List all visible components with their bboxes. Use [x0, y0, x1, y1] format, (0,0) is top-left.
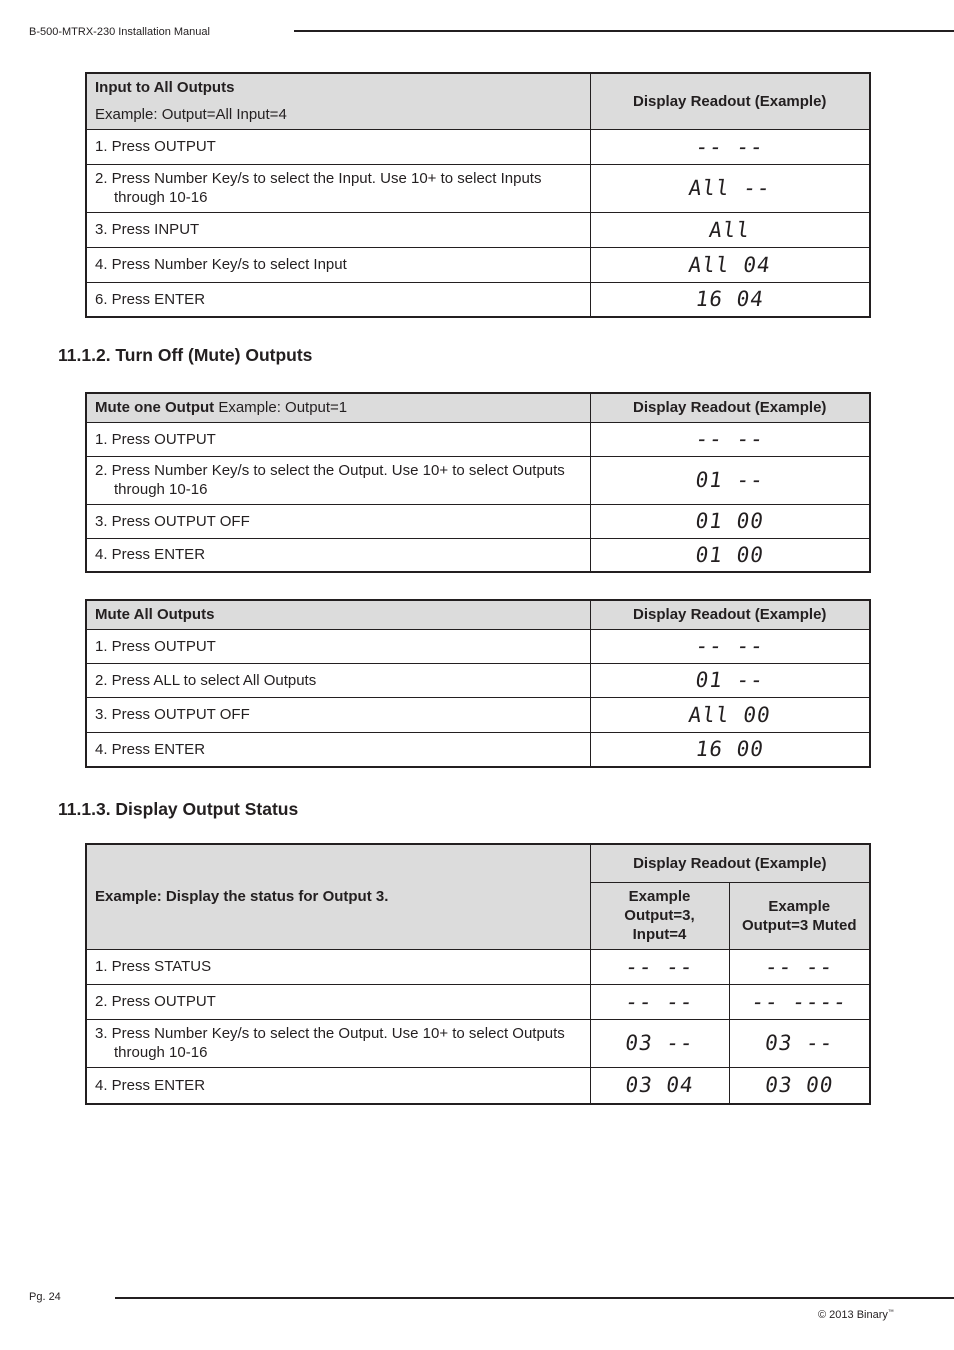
- display-readout: 01 00: [588, 504, 873, 538]
- table-row: [86, 984, 870, 1019]
- display-readout: -- --: [588, 129, 873, 164]
- step-text: 6. Press ENTER: [86, 282, 590, 317]
- table-row: [86, 697, 870, 732]
- column-header-output3-muted: Example Output=3 Muted: [729, 882, 870, 949]
- table-row: [86, 129, 870, 164]
- mute-one-output-table: [85, 392, 871, 573]
- table-row: [86, 247, 870, 282]
- step-text: 2. Press Number Key/s to select the Output. Use 10+ to select Outputs through 10-16: [95, 462, 565, 498]
- step-text: 2. Press Number Key/s to select the Input. Use 10+ to select Inputs through 10-16: [95, 170, 542, 206]
- table-header-row: [86, 73, 870, 129]
- page-number: Pg. 24: [29, 1291, 61, 1303]
- display-readout: 16 00: [588, 732, 873, 767]
- table-row: [86, 663, 870, 697]
- readout-header: Display Readout (Example): [590, 393, 870, 422]
- display-readout: 16 04: [588, 282, 873, 317]
- table-row: [86, 629, 870, 663]
- mute-all-outputs-table: [85, 599, 871, 768]
- display-readout: 01 00: [588, 538, 873, 572]
- display-readout-a: 03 --: [587, 1019, 733, 1067]
- display-readout-b: -- --: [727, 949, 873, 984]
- table-title: Example: Display the status for Output 3.: [86, 844, 590, 949]
- step-text: 3. Press OUTPUT OFF: [86, 697, 590, 732]
- table-row: [86, 949, 870, 984]
- display-readout: All 00: [588, 697, 873, 732]
- step-text: 1. Press OUTPUT: [86, 422, 590, 456]
- table-row: [86, 1019, 870, 1067]
- readout-header: Display Readout (Example): [590, 73, 870, 129]
- copyright: [818, 1309, 894, 1321]
- step-text: 4. Press Number Key/s to select Input: [86, 247, 590, 282]
- step-text: 2. Press OUTPUT: [86, 984, 590, 1019]
- step-text: 1. Press OUTPUT: [86, 129, 590, 164]
- table-title: Input to All Outputs: [95, 79, 235, 97]
- footer-divider: [115, 1297, 954, 1299]
- table-row: [86, 212, 870, 247]
- table-example: Example: Output=1: [218, 399, 348, 417]
- display-readout: 01 --: [587, 456, 874, 504]
- table-header-row: [86, 844, 870, 882]
- table-row: [86, 504, 870, 538]
- table-row: [86, 1067, 870, 1104]
- display-readout-a: -- --: [588, 949, 732, 984]
- display-readout: All --: [587, 164, 874, 212]
- section-title-display-status: 11.1.3. Display Output Status: [58, 799, 299, 819]
- column-header-output3-input4: Example Output=3, Input=4: [590, 882, 729, 949]
- section-title-mute-outputs: 11.1.2. Turn Off (Mute) Outputs: [58, 345, 313, 365]
- display-readout-a: 03 04: [587, 1067, 731, 1104]
- readout-header: Display Readout (Example): [590, 600, 870, 629]
- display-output-status-table: [85, 843, 871, 1105]
- manual-title: B-500-MTRX-230 Installation Manual: [29, 26, 210, 38]
- step-text: 4. Press ENTER: [86, 538, 590, 572]
- display-readout-a: -- --: [588, 984, 732, 1019]
- display-readout: All 04: [588, 247, 873, 282]
- table-header-row: [86, 600, 870, 629]
- table-example: Example: Output=All Input=4: [95, 106, 287, 124]
- table-row: [86, 164, 870, 212]
- step-text: 3. Press INPUT: [86, 212, 590, 247]
- display-readout-b: -- ----: [727, 984, 873, 1019]
- step-text: 1. Press STATUS: [86, 949, 590, 984]
- step-text: 4. Press ENTER: [86, 732, 590, 767]
- display-readout: -- --: [588, 629, 873, 663]
- display-readout-b: 03 --: [726, 1019, 874, 1067]
- table-row: [86, 456, 870, 504]
- table-row: [86, 282, 870, 317]
- copyright-text: © 2013 Binary: [818, 1309, 888, 1321]
- step-text: 3. Press Number Key/s to select the Output. Use 10+ to select Outputs through 10-16: [95, 1025, 565, 1061]
- step-text: 1. Press OUTPUT: [86, 629, 590, 663]
- table-row: [86, 422, 870, 456]
- input-to-all-outputs-table: [85, 72, 871, 318]
- trademark-symbol: ™: [887, 1309, 894, 1316]
- step-text: 4. Press ENTER: [86, 1067, 590, 1104]
- header-divider: [294, 30, 954, 32]
- display-readout: All: [588, 212, 873, 247]
- step-text: 2. Press ALL to select All Outputs: [86, 663, 590, 697]
- table-row: [86, 538, 870, 572]
- readout-header: Display Readout (Example): [590, 844, 870, 882]
- display-readout: -- --: [588, 422, 873, 456]
- table-title: Mute one Output: [95, 399, 215, 417]
- table-header-row: [86, 393, 870, 422]
- display-readout-b: 03 00: [726, 1067, 872, 1104]
- table-title: Mute All Outputs: [86, 600, 590, 629]
- table-row: [86, 732, 870, 767]
- display-readout: 01 --: [588, 663, 873, 697]
- step-text: 3. Press OUTPUT OFF: [86, 504, 590, 538]
